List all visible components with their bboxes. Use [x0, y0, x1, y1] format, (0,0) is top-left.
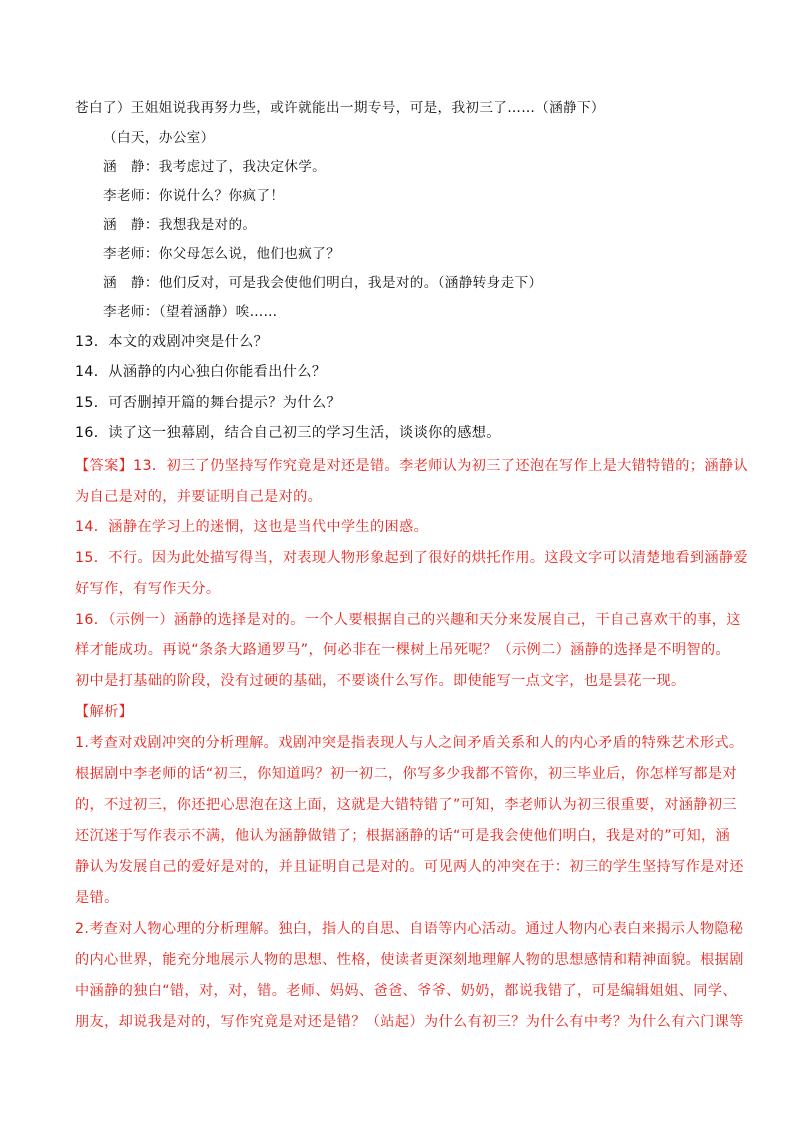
analysis-1-line: 1.考查对戏剧冲突的分析理解。戏剧冲突是指表现人与人之间矛盾关系和人的内心矛盾的特殊艺术形式。 [75, 735, 744, 751]
answer-13-cont: 为自己是对的，并要证明自己是对的。 [75, 489, 323, 505]
dialogue-line: 李老师：你父母怎么说，他们也疯了？ [103, 246, 341, 262]
analysis-2-line: 2.考查对人物心理的分析理解。独白，指人的自思、自语等内心活动。通过人物内心表白来揭示人物隐秘 [75, 921, 744, 937]
answer-16-line: 16．（示例一）涵静的选择是对的。一个人要根据自己的兴趣和天分来发展自己，干自己喜欢干的事，这 [75, 612, 741, 628]
stage-direction: （白天，办公室） [103, 130, 215, 146]
answer-16-line: 样才能成功。再说“条条大路通罗马”，何必非在一棵树上吊死呢？（示例二）涵静的选择是不明智的。 [75, 642, 731, 658]
analysis-1-line: 静认为发展自己的爱好是对的，并且证明自己是对的。可见两人的冲突在于：初三的学生坚持写作是对还 [75, 859, 744, 875]
analysis-2-line: 朋友，却说我是对的，写作究竟是对还是错？（站起）为什么有初三？为什么有中考？为什么有六门课等 [75, 1014, 744, 1030]
answer-16-line: 初中是打基础的阶段，没有过硬的基础，不要谈什么写作。即使能写一点文字，也是昙花一现。 [75, 673, 686, 689]
analysis-1-line: 的，不过初三，你还把心思泡在这上面，这就是大错特错了”可知，李老师认为初三很重要，对涵静初三 [75, 797, 737, 813]
analysis-1-line: 是错。 [75, 890, 119, 906]
analysis-1-line: 根据剧中李老师的话“初三，你知道吗？初一初二，你写多少我都不管你，初三毕业后，你怎样写都是对 [75, 766, 737, 782]
dialogue-line: 涵 静：他们反对，可是我会使他们明白，我是对的。（涵静转身走下） [103, 275, 543, 291]
question-14: 14．从涵静的内心独白你能看出什么？ [75, 364, 327, 380]
question-13: 13．本文的戏剧冲突是什么？ [75, 334, 269, 350]
dialogue-line: 涵 静：我考虑过了，我决定休学。 [103, 159, 327, 175]
dialogue-line: 李老师：你说什么？你疯了！ [103, 188, 285, 204]
dialogue-line: 李老师：（望着涵静）唉…… [103, 304, 278, 320]
question-15: 15．可否删掉开篇的舞台提示？为什么？ [75, 395, 341, 411]
analysis-2-line: 的内心世界，能充分地展示人物的思想、性格，使读者更深刻地理解人物的思想感情和精神面貌。根据剧 [75, 952, 744, 968]
analysis-1-line: 还沉迷于写作表示不满，他认为涵静做错了；根据涵静的话“可是我会使他们明白，我是对的”可知，涵 [75, 828, 731, 844]
answer-13-line [75, 456, 748, 476]
analysis-2-line: 中涵静的独白“错，对，对，错。老师、妈妈、爸爸、爷爷、奶奶，都说我错了，可是编辑姐姐、同学、 [75, 983, 737, 999]
dialogue-line: 涵 静：我想我是对的。 [103, 217, 257, 233]
answer-13-text: 13．初三了仍坚持写作究竟是对还是错。李老师认为初三了还泡在写作上是大错特错的；涵静认 [133, 458, 748, 474]
answer-tag: 【答案】 [75, 458, 134, 474]
answer-15-line: 15．不行。因为此处描写得当，对表现人物形象起到了很好的烘托作用。这段文字可以清楚地看到涵静爱 [75, 550, 748, 566]
script-line: 苍白了）王姐姐说我再努力些，或许就能出一期专号，可是，我初三了……（涵静下） [75, 100, 605, 116]
answer-15-cont: 好写作，有写作天分。 [75, 581, 221, 597]
answer-14: 14．涵静在学习上的迷惘，这也是当代中学生的困惑。 [75, 519, 429, 535]
analysis-tag: 【解析】 [75, 704, 134, 720]
question-16: 16．读了这一独幕剧，结合自己初三的学习生活，谈谈你的感想。 [75, 425, 501, 441]
